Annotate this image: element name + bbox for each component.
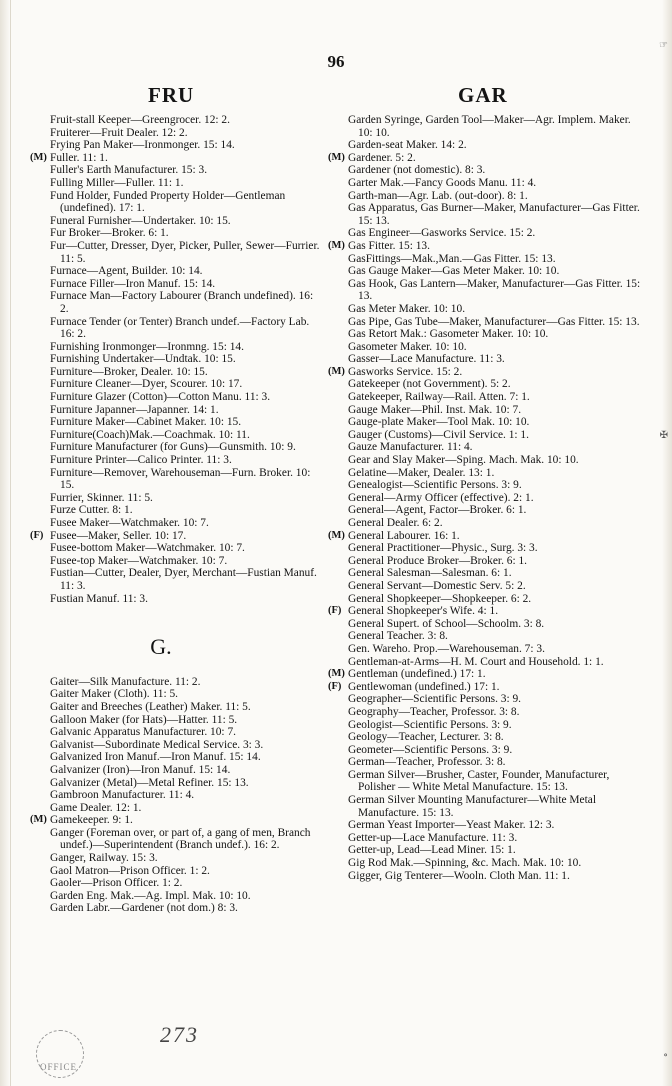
index-entry — [30, 555, 322, 568]
entry-text: Gatekeeper, Railway—Rail. Atten. 7: 1. — [348, 391, 530, 404]
sex-marker: (F) — [30, 529, 44, 541]
index-entry — [328, 429, 644, 442]
index-entry — [328, 416, 644, 429]
index-entry — [30, 714, 322, 727]
index-entry — [328, 139, 644, 152]
entry-text: Gaoler—Prison Officer. 1: 2. — [50, 877, 183, 890]
index-entry — [30, 777, 322, 790]
index-entry — [30, 353, 322, 366]
entry-text: Fusee-bottom Maker—Watchmaker. 10: 7. — [50, 542, 245, 555]
index-entry — [30, 852, 322, 865]
entry-text: Furnace—Agent, Builder. 10: 14. — [50, 265, 203, 278]
entry-text: German Silver—Brusher, Caster, Founder, Manufacturer, Polisher — White Metal Manufacture. 15: 13. — [348, 768, 610, 794]
edge-mark: ∘ — [663, 1050, 668, 1061]
entry-text: General Salesman—Salesman. 6: 1. — [348, 567, 512, 580]
index-entry — [30, 789, 322, 802]
entry-text: Fruiterer—Fruit Dealer. 12: 2. — [50, 126, 188, 139]
index-entry — [30, 877, 322, 890]
entry-text: Furniture Maker—Cabinet Maker. 10: 15. — [50, 416, 242, 429]
entry-text: Fusee-top Maker—Watchmaker. 10: 7. — [50, 554, 228, 567]
entry-text: Garth-man—Agr. Lab. (out-door). 8: 1. — [348, 189, 528, 202]
entry-text: Furniture Manufacturer (for Guns)—Gunsmith. 10: 9. — [50, 441, 296, 454]
index-entry — [30, 593, 322, 606]
entry-text: Galloon Maker (for Hats)—Hatter. 11: 5. — [50, 713, 238, 726]
index-entry — [30, 278, 322, 291]
index-entry — [328, 857, 644, 870]
index-entry — [328, 567, 644, 580]
entry-text: General Labourer. 16: 1. — [348, 529, 460, 542]
index-entry — [30, 404, 322, 417]
entry-text: Geographer—Scientific Persons. 3: 9. — [348, 693, 522, 706]
index-entry — [30, 341, 322, 354]
entry-text: Fustian—Cutter, Dealer, Dyer, Merchant—Fustian Manuf. 11: 3. — [50, 567, 317, 592]
entry-text: Fusee Maker—Watchmaker. 10: 7. — [50, 517, 209, 529]
index-entry — [328, 605, 644, 618]
entry-text: GasFittings—Mak.,Man.—Gas Fitter. 15: 13. — [348, 252, 556, 265]
index-entry — [30, 739, 322, 752]
index-entry — [30, 366, 322, 379]
entry-text: Gaiter Maker (Cloth). 11: 5. — [50, 688, 179, 701]
sex-marker: (F) — [328, 680, 342, 692]
entry-text: Geology—Teacher, Lecturer. 3: 8. — [348, 731, 504, 744]
entry-text: General Teacher. 3: 8. — [348, 630, 448, 643]
entry-text: Frying Pan Maker—Ironmonger. 15: 14. — [50, 139, 235, 152]
sex-marker: (M) — [328, 239, 345, 251]
entry-text: Furnace Man—Factory Labourer (Branch undefined). 16: 2. — [50, 290, 314, 315]
page-number: 96 — [327, 52, 345, 71]
index-entry — [328, 114, 644, 139]
index-entry — [328, 404, 644, 417]
edge-mark: ✠ — [659, 430, 668, 441]
index-entry — [328, 479, 644, 492]
entry-text: Gas Hook, Gas Lantern—Maker, Manufacturer—Gas Fitter. 15: 13. — [348, 277, 641, 303]
index-entry — [328, 870, 644, 883]
entry-text: Funeral Furnisher—Undertaker. 10: 15. — [50, 214, 231, 227]
index-entry — [30, 240, 322, 265]
entry-text: Gauze Manufacturer. 11: 4. — [348, 441, 473, 454]
entry-text: Gamekeeper. 9: 1. — [50, 814, 133, 827]
index-entry — [30, 190, 322, 215]
index-entry — [30, 441, 322, 454]
entry-text: General Dealer. 6: 2. — [348, 517, 443, 529]
entry-text: Furrier, Skinner. 11: 5. — [50, 491, 153, 504]
entry-text: Furniture Printer—Calico Printer. 11: 3. — [50, 454, 232, 467]
index-entry — [30, 429, 322, 442]
index-entry — [30, 517, 322, 530]
entry-text: Fustian Manuf. 11: 3. — [50, 592, 148, 605]
index-entry — [30, 676, 322, 689]
entry-text: Furniture Japanner—Japanner. 14: 1. — [50, 403, 219, 416]
index-entry — [30, 127, 322, 140]
entry-text: Geography—Teacher, Professor. 3: 8. — [348, 705, 520, 718]
index-entry — [328, 693, 644, 706]
index-entry — [30, 391, 322, 404]
entry-text: Gardener. 5: 2. — [348, 151, 416, 164]
index-entry — [328, 328, 644, 341]
index-entry — [328, 681, 644, 694]
right-column-heading: GAR — [458, 83, 508, 107]
entry-text: Gelatine—Maker, Dealer. 13: 1. — [348, 466, 495, 479]
entry-text: Getter-up, Lead—Lead Miner. 15: 1. — [348, 844, 516, 857]
entry-text: General Servant—Domestic Serv. 5: 2. — [348, 579, 526, 592]
index-entry — [30, 814, 322, 827]
entry-text: Furnace Tender (or Tenter) Branch undef.—Factory Lab. 16: 2. — [50, 315, 310, 341]
index-entry — [30, 316, 322, 341]
index-entry — [328, 278, 644, 303]
entry-text: Fuller's Earth Manufacturer. 15: 3. — [50, 164, 208, 177]
index-entry — [328, 769, 644, 794]
entry-text: General—Agent, Factor—Broker. 6: 1. — [348, 504, 527, 517]
entry-text: Gig Rod Mak.—Spinning, &c. Mach. Mak. 10: 10. — [348, 857, 582, 870]
index-entry — [30, 530, 322, 543]
entry-text: Gaiter—Silk Manufacture. 11: 2. — [50, 675, 201, 688]
index-entry — [328, 618, 644, 631]
entry-text: Gambroon Manufacturer. 11: 4. — [50, 789, 195, 802]
entry-text: Furniture Cleaner—Dyer, Scourer. 10: 17. — [50, 378, 243, 391]
entry-text: Garden-seat Maker. 14: 2. — [348, 139, 467, 152]
index-entry — [30, 416, 322, 429]
entry-text: Gas Engineer—Gasworks Service. 15: 2. — [348, 227, 536, 240]
entry-text: Gauger (Customs)—Civil Service. 1: 1. — [348, 428, 529, 441]
entry-text: German Silver Mounting Manufacturer—White Metal Manufacture. 15: 13. — [348, 794, 596, 819]
index-entry — [30, 454, 322, 467]
entry-text: Gaol Matron—Prison Officer. 1: 2. — [50, 864, 210, 877]
entry-text: Gas Retort Mak.: Gasometer Maker. 10: 10. — [348, 328, 549, 341]
entry-text: German Yeast Importer—Yeast Maker. 12: 3. — [348, 819, 555, 832]
index-entry — [30, 726, 322, 739]
index-entry — [30, 802, 322, 815]
entry-text: Garter Mak.—Fancy Goods Manu. 11: 4. — [348, 176, 537, 189]
entry-text: Fruit-stall Keeper—Greengrocer. 12: 2. — [50, 114, 230, 126]
index-entry — [30, 227, 322, 240]
sex-marker: (M) — [328, 668, 345, 680]
left-column-entries-f — [30, 114, 322, 605]
entry-text: General Supert. of School—Schoolm. 3: 8. — [348, 617, 545, 630]
index-entry — [328, 542, 644, 555]
entry-text: Fur Broker—Broker. 6: 1. — [50, 227, 169, 240]
sex-marker: (M) — [30, 151, 47, 163]
entry-text: Furniture—Remover, Warehouseman—Furn. Broker. 10: 15. — [50, 466, 311, 492]
index-entry — [328, 316, 644, 329]
index-entry — [328, 391, 644, 404]
entry-text: Furniture—Broker, Dealer. 10: 15. — [50, 365, 208, 378]
index-entry — [328, 190, 644, 203]
entry-text: Gentleman-at-Arms—H. M. Court and Household. 1: 1. — [348, 655, 604, 668]
index-entry — [328, 253, 644, 266]
entry-text: Gauge Maker—Phil. Inst. Mak. 10: 7. — [348, 403, 522, 416]
entry-text: Furniture(Coach)Mak.—Coachmak. 10: 11. — [50, 428, 250, 441]
right-page-edge — [659, 0, 672, 1086]
index-entry — [328, 756, 644, 769]
index-entry — [328, 492, 644, 505]
entry-text: Furze Cutter. 8: 1. — [50, 504, 133, 517]
index-entry — [328, 353, 644, 366]
entry-text: Gatekeeper (not Government). 5: 2. — [348, 378, 511, 391]
entry-text: Gentleman (undefined.) 17: 1. — [348, 668, 486, 681]
entry-text: Furnace Filler—Iron Manuf. 15: 14. — [50, 277, 216, 290]
entry-text: Fulling Miller—Fuller. 11: 1. — [50, 176, 184, 189]
index-entry — [30, 114, 322, 127]
index-entry — [30, 504, 322, 517]
entry-text: General Shopkeeper's Wife. 4: 1. — [348, 605, 499, 618]
entry-text: Gasser—Lace Manufacture. 11: 3. — [348, 353, 505, 366]
index-entry — [328, 454, 644, 467]
entry-text: Garden Syringe, Garden Tool—Maker—Agr. Implem. Maker. 10: 10. — [348, 114, 631, 139]
edge-mark: ☞ — [659, 40, 668, 51]
stamp-text: OFFICE — [40, 1062, 78, 1072]
index-entry — [328, 227, 644, 240]
entry-text: Geometer—Scientific Persons. 3: 9. — [348, 743, 513, 756]
index-entry — [328, 441, 644, 454]
entry-text: Getter-up—Lace Manufacture. 11: 3. — [348, 831, 518, 844]
index-entry — [328, 164, 644, 177]
entry-text: Galvanizer (Metal)—Metal Refiner. 15: 13. — [50, 776, 249, 789]
entry-text: Gas Apparatus, Gas Burner—Maker, Manufacturer—Gas Fitter. 15: 13. — [348, 202, 640, 227]
index-entry — [30, 215, 322, 228]
entry-text: Ganger (Foreman over, or part of, a gang of men, Branch undef.)—Superintendent (Branch undef.). 16: 2. — [50, 826, 311, 852]
entry-text: Gas Pipe, Gas Tube—Maker, Manufacturer—Gas Fitter. 15: 13. — [348, 315, 640, 328]
index-entry — [30, 701, 322, 714]
index-entry — [328, 630, 644, 643]
index-entry — [30, 378, 322, 391]
index-entry — [328, 555, 644, 568]
right-column — [328, 114, 644, 882]
entry-text: Furnishing Undertaker—Undtak. 10: 15. — [50, 353, 236, 366]
index-entry — [328, 580, 644, 593]
entry-text: Garden Labr.—Gardener (not dom.) 8: 3. — [50, 902, 238, 915]
entry-text: General Shopkeeper—Shopkeeper. 6: 2. — [348, 592, 532, 605]
entry-text: Garden Eng. Mak.—Ag. Impl. Mak. 10: 10. — [50, 889, 251, 902]
entry-text: Game Dealer. 12: 1. — [50, 801, 142, 814]
handwritten-folio-number: 273 — [160, 1022, 199, 1047]
index-entry — [30, 290, 322, 315]
index-entry — [328, 656, 644, 669]
index-entry — [328, 731, 644, 744]
sex-marker: (M) — [328, 151, 345, 163]
entry-text: General Practitioner—Physic., Surg. 3: 3. — [348, 542, 538, 555]
index-entry — [328, 643, 644, 656]
index-entry — [328, 530, 644, 543]
entry-text: German—Teacher, Professor. 3: 8. — [348, 756, 506, 769]
entry-text: Gentlewoman (undefined.) 17: 1. — [348, 680, 500, 693]
index-entry — [328, 202, 644, 227]
index-entry — [30, 467, 322, 492]
entry-text: Fund Holder, Funded Property Holder—Gentleman (undefined). 17: 1. — [50, 189, 286, 215]
entry-text: Galvanizer (Iron)—Iron Manuf. 15: 14. — [50, 763, 231, 776]
index-entry — [30, 902, 322, 915]
letter-heading: G. — [150, 634, 172, 660]
entry-text: Galvanized Iron Manuf.—Iron Manuf. 15: 14. — [50, 751, 261, 764]
index-entry — [328, 706, 644, 719]
entry-text: Gardener (not domestic). 8: 3. — [348, 164, 486, 177]
index-entry — [328, 341, 644, 354]
left-column-entries-g — [30, 676, 322, 915]
index-entry — [328, 240, 644, 253]
right-column-entries — [328, 114, 644, 882]
entry-text: Fusee—Maker, Seller. 10: 17. — [50, 529, 187, 542]
index-entry — [328, 593, 644, 606]
index-entry — [30, 492, 322, 505]
entry-text: General Produce Broker—Broker. 6: 1. — [348, 554, 528, 567]
index-entry — [30, 567, 322, 592]
entry-text: Gas Fitter. 15: 13. — [348, 239, 430, 252]
index-entry — [328, 303, 644, 316]
index-entry — [328, 177, 644, 190]
index-entry — [30, 265, 322, 278]
index-entry — [30, 164, 322, 177]
entry-text: Furniture Glazer (Cotton)—Cotton Manu. 11: 3. — [50, 391, 271, 404]
entry-text: Furnishing Ironmonger—Ironmng. 15: 14. — [50, 340, 244, 353]
index-entry — [328, 744, 644, 757]
entry-text: Gigger, Gig Tenterer—Wooln. Cloth Man. 11: 1. — [348, 869, 570, 882]
sex-marker: (M) — [328, 529, 345, 541]
index-entry — [30, 177, 322, 190]
index-entry — [30, 890, 322, 903]
index-entry — [328, 504, 644, 517]
index-entry — [328, 517, 644, 530]
sex-marker: (M) — [328, 365, 345, 377]
index-entry — [30, 688, 322, 701]
index-entry — [30, 751, 322, 764]
entry-text: Gear and Slay Maker—Sping. Mach. Mak. 10: 10. — [348, 454, 579, 467]
index-entry — [328, 152, 644, 165]
entry-text: Gauge-plate Maker—Tool Mak. 10: 10. — [348, 416, 530, 429]
left-column — [30, 114, 322, 915]
left-column-heading: FRU — [148, 83, 195, 107]
sex-marker: (F) — [328, 605, 342, 617]
index-entry — [30, 764, 322, 777]
entry-text: Gas Gauge Maker—Gas Meter Maker. 10: 10. — [348, 265, 560, 278]
entry-text: Gen. Wareho. Prop.—Warehouseman. 7: 3. — [348, 642, 545, 655]
index-entry — [30, 139, 322, 152]
index-entry — [328, 844, 644, 857]
sex-marker: (M) — [30, 814, 47, 826]
index-entry — [328, 366, 644, 379]
index-entry — [328, 378, 644, 391]
entry-text: Geologist—Scientific Persons. 3: 9. — [348, 718, 512, 731]
index-entry — [30, 152, 322, 165]
index-entry — [30, 542, 322, 555]
index-entry — [328, 668, 644, 681]
entry-text: Ganger, Railway. 15: 3. — [50, 852, 158, 865]
index-entry — [328, 265, 644, 278]
index-entry — [328, 467, 644, 480]
entry-text: Galvanist—Subordinate Medical Service. 3: 3. — [50, 738, 264, 751]
index-entry — [30, 827, 322, 852]
entry-text: Gasometer Maker. 10: 10. — [348, 340, 467, 353]
entry-text: Galvanic Apparatus Manufacturer. 10: 7. — [50, 726, 236, 739]
entry-text: General—Army Officer (effective). 2: 1. — [348, 491, 534, 504]
entry-text: Fur—Cutter, Dresser, Dyer, Picker, Puller, Sewer—Furrier. 11: 5. — [50, 239, 320, 265]
entry-text: Fuller. 11: 1. — [50, 151, 108, 164]
index-entry — [328, 832, 644, 845]
index-entry — [328, 794, 644, 819]
left-page-edge — [0, 0, 11, 1086]
entry-text: Gaiter and Breeches (Leather) Maker. 11: 5. — [50, 700, 251, 713]
index-entry — [30, 865, 322, 878]
entry-text: Gasworks Service. 15: 2. — [348, 365, 463, 378]
entry-text: Gas Meter Maker. 10: 10. — [348, 302, 466, 315]
entry-text: Genealogist—Scientific Persons. 3: 9. — [348, 479, 522, 492]
index-entry — [328, 719, 644, 732]
index-entry — [328, 819, 644, 832]
